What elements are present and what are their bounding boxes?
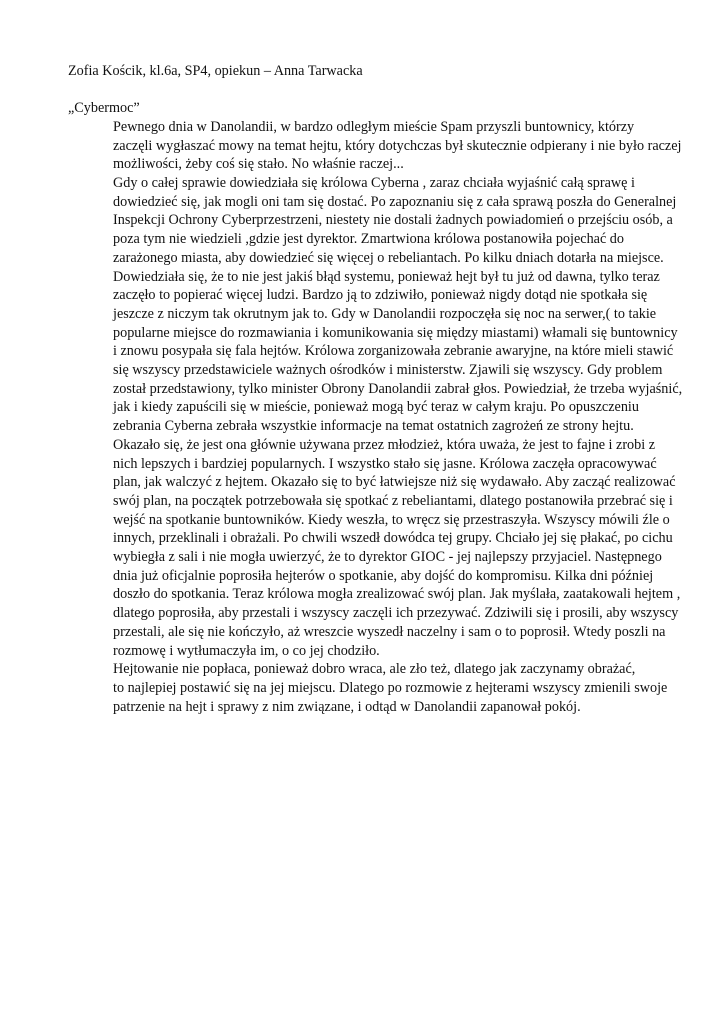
paragraph-line: został przedstawiony, tylko minister Obrony Danolandii zabrał głos. Powiedział, że trzeba wyjaśnić, [113,380,683,397]
paragraph-line: Okazało się, że jest ona głównie używana przez młodzież, która uważa, że jest to fajne i zrobi z [113,436,656,453]
paragraph-line: jak i kiedy zapuścili się w mieście, ponieważ mogą być teraz w całym kraju. Po opuszczeniu [113,399,639,416]
paragraph-line: Hejtowanie nie popłaca, ponieważ dobro wraca, ale zło też, dlatego jak zaczynamy obrażać, [113,661,636,678]
story-paragraph [68,118,682,174]
paragraph-line: dowiedzieć się, jak mogli oni tam się dostać. Po zapoznaniu się z cała sprawą poszła do Generalnej [113,193,677,210]
paragraph-line: możliwości, żeby coś się stało. No właśnie raczej... [113,156,404,173]
paragraph-line: popularne miejsce do rozmawiania i komunikowania się między miastami) włamali się buntownicy [113,324,678,341]
paragraph-line: zebrania Cyberna zebrała wszystkie informacje na temat ostatnich zagrożeń ze strony hejtu. [113,418,634,435]
paragraph-line: Dowiedziała się, że to nie jest jakiś błąd systemu, ponieważ hejt był tu już od dawna, tylko teraz [113,268,660,285]
paragraph-line: innych, przeklinali i obrażali. Po chwili wszedł dowódca tej grupy. Chciało jej się płakać, po cichu [113,530,673,547]
paragraph-line: swój plan, na początek potrzebowała się spotkać z rebeliantami, dlatego postanowiła przebrać się i [113,492,673,509]
story-paragraph [68,174,683,660]
story-body [68,118,683,717]
paragraph-line: i znowu posypała się fala hejtów. Królowa zorganizowała zebranie awaryjne, na które mieli stawić [113,343,674,360]
author-header: Zofia Kościk, kl.6a, SP4, opiekun – Anna Tarwacka [68,63,363,79]
paragraph-line: dlatego poprosiła, aby przestali i wszyscy zaczęli ich przezywać. Zdziwili się i prosili, aby wszyscy [113,605,679,622]
paragraph-line: Pewnego dnia w Danolandii, w bardzo odległym mieście Spam przyszli buntownicy, którzy [113,118,635,135]
paragraph-line: poza tym nie wiedzieli ,gdzie jest dyrektor. Zmartwiona królowa postanowiła pojechać do [113,231,624,248]
paragraph-line: nich lepszych i bardziej popularnych. I wszystko stało się jasne. Królowa zaczęła opracowywać [113,455,657,472]
paragraph-line: patrzenie na hejt i sprawy z nim związane, i odtąd w Danolandii zapanował pokój. [113,698,581,715]
paragraph-line: rozmowę i wytłumaczyła im, o co jej chodziło. [113,642,380,659]
paragraph-line: to najlepiej postawić się na jej miejscu. Dlatego po rozmowie z hejterami wszyscy zmienili swoje [113,680,668,696]
paragraph-line: wejść na spotkanie buntowników. Kiedy weszła, to wręcz się przestraszyła. Wszyscy mówili źle o [113,511,670,528]
story-paragraph [68,660,668,716]
paragraph-line: się wszyscy przedstawiciele ważnych ośrodków i ministerstw. Zjawili się wszyscy. Gdy problem [113,362,663,379]
paragraph-line: Inspekcji Ochrony Cyberprzestrzeni, niestety nie dostali żadnych powiadomień o przejściu osób, a [113,212,673,229]
story-title: „Cybermoc” [68,100,140,117]
paragraph-line: jeszcze z niczym tak okrutnym jak to. Gdy w Danolandii rozpoczęła się noc na serwer,( to takie [113,305,657,322]
paragraph-line: zaczęli wygłaszać mowy na temat hejtu, który dotychczas był skutecznie odpierany i nie było raczej [113,137,682,154]
paragraph-line: Gdy o całej sprawie dowiedziała się królowa Cyberna , zaraz chciała wyjaśnić całą sprawę i [113,175,635,192]
paragraph-line: przestali, ale się nie kończyło, aż wreszcie wyszedł naczelny i sam o to poprosił. Wtedy poszli na [113,623,666,640]
paragraph-line: zaczęło to popierać więcej ludzi. Bardzo ją to zdziwiło, ponieważ nigdy dotąd nie spotkała się [113,287,648,304]
paragraph-line: dnia już oficjalnie poprosiła hejterów o spotkanie, aby dojść do kompromisu. Kilka dni później [113,567,654,584]
paragraph-line: plan, jak walczyć z hejtem. Okazało się to być łatwiejsze niż się wydawało. Aby zacząć realizować [113,474,676,491]
paragraph-line: doszło do spotkania. Teraz królowa mogła zrealizować swój plan. Jak myślała, zaatakowali hejtem , [113,586,681,603]
paragraph-line: zarażonego miasta, aby dowiedzieć się więcej o rebeliantach. Po kilku dniach dotarła na miejsce. [113,249,664,266]
paragraph-line: wybiegła z sali i nie mogła uwierzyć, że to dyrektor GIOC - jej najlepszy przyjaciel. Następnego [113,549,662,566]
